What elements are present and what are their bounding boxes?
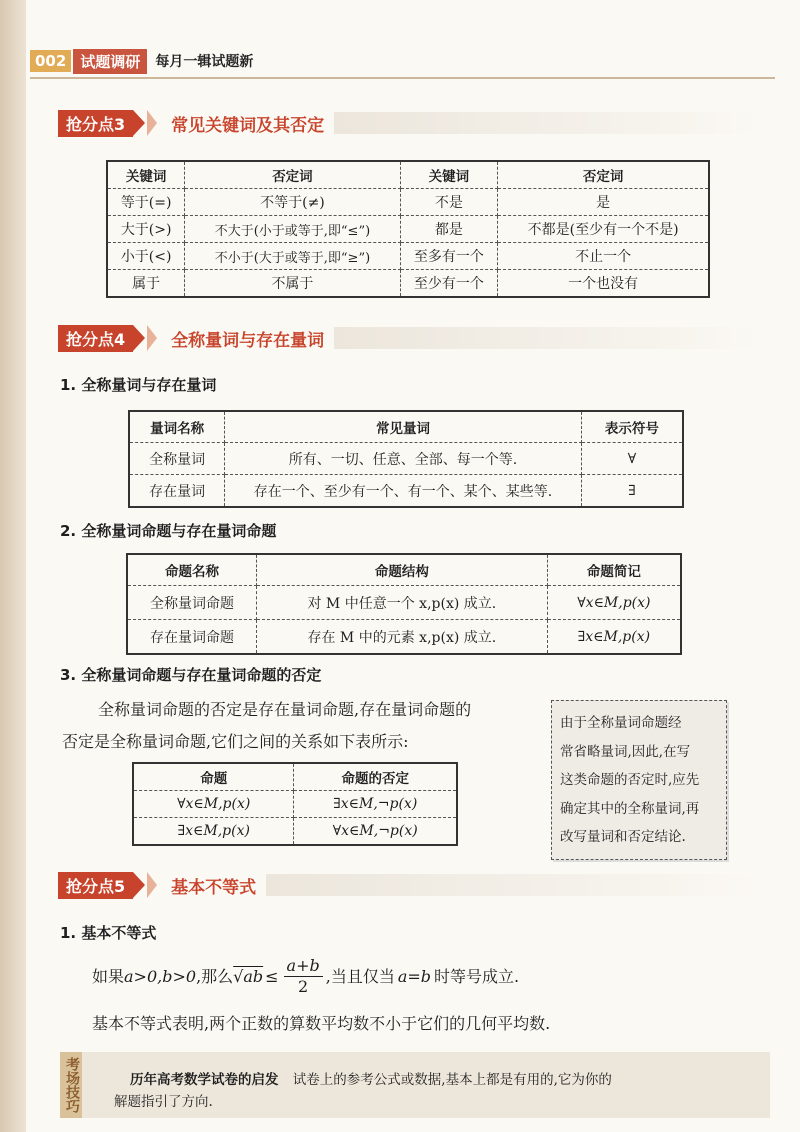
tag-arrow	[147, 872, 157, 898]
text: ,当且仅当	[325, 966, 395, 986]
section-tag: 抢分点4	[58, 325, 133, 352]
table-header-row	[133, 763, 457, 791]
keyword-negation-table	[106, 160, 710, 298]
table-cell: ∀	[581, 443, 683, 475]
table-cell: 大于(>)	[107, 216, 185, 243]
table-cell: 全称量词	[129, 443, 225, 475]
tag-arrow	[147, 325, 157, 351]
tip-badge: 考场技巧	[60, 1052, 82, 1118]
side-note	[551, 700, 727, 860]
header-subtitle: 每月一辑试题新	[155, 54, 254, 70]
header-cell: 关键词	[400, 161, 498, 189]
subheading: 3. 全称量词命题与存在量词命题的否定	[60, 666, 322, 684]
table-cell: 所有、一切、任意、全部、每一个等.	[225, 443, 582, 475]
table-cell: 等于(=)	[107, 189, 185, 216]
table-cell: 存在量词	[129, 475, 225, 508]
le-symbol: ≤	[265, 966, 279, 986]
tip-title: 历年高考数学试卷的启发	[130, 1072, 279, 1088]
table-cell: 存在一个、至少有一个、有一个、某个、某些等.	[225, 475, 582, 508]
section-title: 全称量词与存在量词	[171, 330, 325, 351]
page-header	[30, 48, 253, 74]
table-cell: 不是	[400, 189, 498, 216]
header-divider	[30, 77, 775, 79]
header-cell: 否定词	[185, 161, 400, 189]
table-cell: ∃x∈M,p(x)	[133, 818, 294, 846]
table-cell: 不小于(大于或等于,即“≥”)	[185, 243, 400, 270]
condition: a>0,b>0	[124, 966, 197, 986]
table-cell: 存在 M 中的元素 x,p(x) 成立.	[256, 620, 547, 655]
table-cell: ∃	[581, 475, 683, 508]
tip-line	[130, 1068, 612, 1088]
tip-text: 试卷上的参考公式或数据,基本上都是有用的,它为你的	[292, 1072, 612, 1088]
section-tag: 抢分点3	[58, 110, 133, 137]
header-cell: 命题	[133, 763, 294, 791]
table-cell: ∃x∈M,p(x)	[547, 620, 681, 655]
table-cell: ∀x∈M,¬p(x)	[294, 818, 457, 846]
table-cell: 不属于	[185, 270, 400, 298]
page-edge	[0, 0, 26, 1132]
table-cell: 小于(<)	[107, 243, 185, 270]
tag-arrow	[133, 110, 145, 136]
tag-arrow	[133, 325, 145, 351]
numerator: a+b	[284, 956, 323, 977]
text: 时等号成立.	[434, 966, 520, 986]
subheading: 1. 全称量词与存在量词	[60, 376, 217, 394]
table-cell: 不大于(小于或等于,即“≤”)	[185, 216, 400, 243]
tag-arrow	[147, 110, 157, 136]
table-cell: 对 M 中任意一个 x,p(x) 成立.	[256, 586, 547, 620]
table-cell: 至少有一个	[400, 270, 498, 298]
denominator: 2	[298, 977, 309, 996]
paragraph-line: 全称量词命题的否定是存在量词命题,存在量词命题的	[98, 700, 472, 719]
table-row	[107, 189, 709, 216]
table-cell: 不止一个	[498, 243, 709, 270]
text: ,那么	[196, 966, 234, 986]
equality: a=b	[397, 966, 432, 986]
table-cell: ∃x∈M,¬p(x)	[294, 791, 457, 818]
header-cell: 命题名称	[127, 554, 256, 586]
page-number: 002	[30, 50, 71, 72]
section-header-5	[58, 872, 758, 898]
table-row	[107, 270, 709, 298]
section-header-4	[58, 325, 758, 351]
section-title: 基本不等式	[171, 877, 257, 898]
section-tag: 抢分点5	[58, 872, 133, 899]
subheading: 1. 基本不等式	[60, 924, 157, 942]
table-cell: ∀x∈M,p(x)	[133, 791, 294, 818]
note-line: 由于全称量词命题经	[560, 715, 682, 731]
subheading: 2. 全称量词命题与存在量词命题	[60, 522, 277, 540]
header-title: 试题调研	[73, 49, 147, 74]
table-row	[129, 475, 683, 508]
tip-box	[60, 1052, 770, 1118]
table-row	[133, 791, 457, 818]
header-cell: 命题简记	[547, 554, 681, 586]
tip-text: 解题指引了方向.	[114, 1094, 213, 1110]
header-cell: 命题的否定	[294, 763, 457, 791]
table-cell: 不等于(≠)	[185, 189, 400, 216]
section-title: 常见关键词及其否定	[171, 115, 325, 136]
sqrt-ab: √ab	[233, 966, 264, 986]
table-cell: 全称量词命题	[127, 586, 256, 620]
note-line: 改写量词和否定结论.	[560, 829, 686, 845]
text: 如果	[92, 966, 125, 986]
header-cell: 关键词	[107, 161, 185, 189]
header-cell: 命题结构	[256, 554, 547, 586]
header-cell: 常见量词	[225, 411, 582, 443]
table-cell: 是	[498, 189, 709, 216]
note-line: 这类命题的否定时,应先	[560, 772, 700, 788]
table-row	[129, 443, 683, 475]
table-header-row	[129, 411, 683, 443]
note-line: 确定其中的全称量词,再	[560, 800, 700, 817]
table-cell: 至多有一个	[400, 243, 498, 270]
table-row	[127, 620, 681, 655]
table-cell: 一个也没有	[498, 270, 709, 298]
tag-arrow	[133, 872, 145, 898]
note-line: 常省略量词,因此,在写	[560, 743, 691, 760]
header-cell: 量词名称	[129, 411, 225, 443]
header-cell: 表示符号	[581, 411, 683, 443]
header-cell: 否定词	[498, 161, 709, 189]
table-row	[133, 818, 457, 846]
quantifier-table	[128, 410, 684, 508]
table-row	[107, 243, 709, 270]
fraction	[284, 956, 323, 997]
proposition-table	[126, 553, 682, 655]
section-band	[334, 327, 758, 349]
paragraph-line: 基本不等式表明,两个正数的算数平均数不小于它们的几何平均数.	[92, 1014, 551, 1033]
paragraph-line: 否定是全称量词命题,它们之间的关系如下表所示:	[62, 732, 409, 751]
table-header-row	[127, 554, 681, 586]
section-band	[334, 112, 758, 134]
table-row	[127, 586, 681, 620]
table-row	[107, 216, 709, 243]
section-header-3	[58, 110, 758, 136]
inequality-line	[92, 956, 519, 997]
table-cell: 存在量词命题	[127, 620, 256, 655]
table-header-row	[107, 161, 709, 189]
table-cell: ∀x∈M,p(x)	[547, 586, 681, 620]
negation-table	[132, 762, 458, 846]
section-band	[266, 874, 758, 896]
table-cell: 不都是(至少有一个不是)	[498, 216, 709, 243]
table-cell: 都是	[400, 216, 498, 243]
table-cell: 属于	[107, 270, 185, 298]
